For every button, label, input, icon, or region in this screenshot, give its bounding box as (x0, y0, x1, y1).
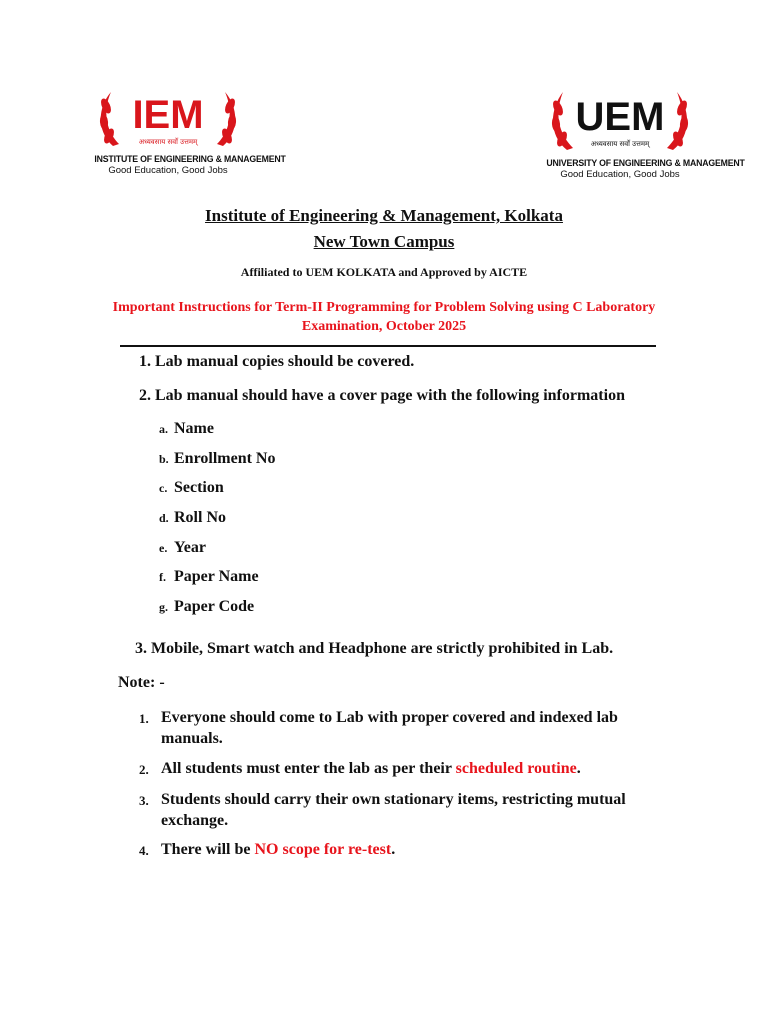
note-item-3: Students should carry their own stationary items, restricting mutual exchange. (161, 791, 626, 829)
uem-mark: UEM (575, 95, 665, 139)
iem-logo-name: INSTITUTE OF ENGINEERING & MANAGEMENT (94, 154, 286, 165)
uem-motto: अध्यवसाय सर्वो उत्तमम् (590, 140, 650, 148)
cover-field-g: g. Paper Code (159, 598, 255, 615)
iem-mark: IEM (132, 93, 204, 137)
uem-logo-tagline: Good Education, Good Jobs (560, 169, 680, 180)
rule-item-3: 3. Mobile, Smart watch and Headphone are strictly prohibited in Lab. (135, 640, 614, 657)
iem-motto: अध्यवसाय सर्वो उत्तमम् (138, 138, 198, 146)
cover-field-f: f. Paper Name (159, 568, 259, 585)
cover-field-a: a. Name (159, 420, 214, 437)
cover-field-d: d. Roll No (159, 509, 226, 526)
page-title: Institute of Engineering & Management, Kolkata (205, 206, 563, 225)
note-item-2: All students must enter the lab as per their scheduled routine. (161, 760, 581, 777)
rule-item-2: 2. Lab manual should have a cover page with the following information (139, 387, 625, 404)
instructions-heading-line2: Examination, October 2025 (301, 319, 467, 334)
cover-field-c: c. Section (159, 479, 224, 496)
campus-title: New Town Campus (313, 232, 455, 251)
iem-logo (88, 86, 286, 176)
note-heading: Note: - (118, 674, 165, 691)
laurel-wreath-icon (93, 86, 243, 154)
note-number-2: 2. (139, 762, 149, 777)
note-number-4: 4. (139, 843, 149, 858)
iem-logo-tagline: Good Education, Good Jobs (108, 165, 228, 176)
uem-logo-name: UNIVERSITY OF ENGINEERING & MANAGEMENT (546, 158, 745, 169)
highlight-scheduled-routine: scheduled routine (455, 760, 577, 777)
note-item-1: Everyone should come to Lab with proper covered and indexed lab manuals. (161, 709, 618, 747)
note-item-4: There will be NO scope for re-test. (161, 841, 396, 858)
rule-item-1: 1. Lab manual copies should be covered. (139, 353, 415, 370)
affiliation-text: Affiliated to UEM KOLKATA and Approved by AICTE (240, 265, 528, 279)
laurel-wreath-icon (545, 86, 695, 158)
divider (120, 345, 656, 347)
instructions-heading-line1: Important Instructions for Term-II Programming for Problem Solving using C Laboratory (112, 300, 656, 315)
note-number-3: 3. (139, 793, 149, 808)
note-number-1: 1. (139, 711, 149, 726)
uem-logo (540, 86, 745, 180)
cover-field-b: b. Enrollment No (159, 450, 276, 467)
highlight-no-retest: NO scope for re-test (254, 841, 392, 858)
cover-field-e: e. Year (159, 539, 206, 556)
